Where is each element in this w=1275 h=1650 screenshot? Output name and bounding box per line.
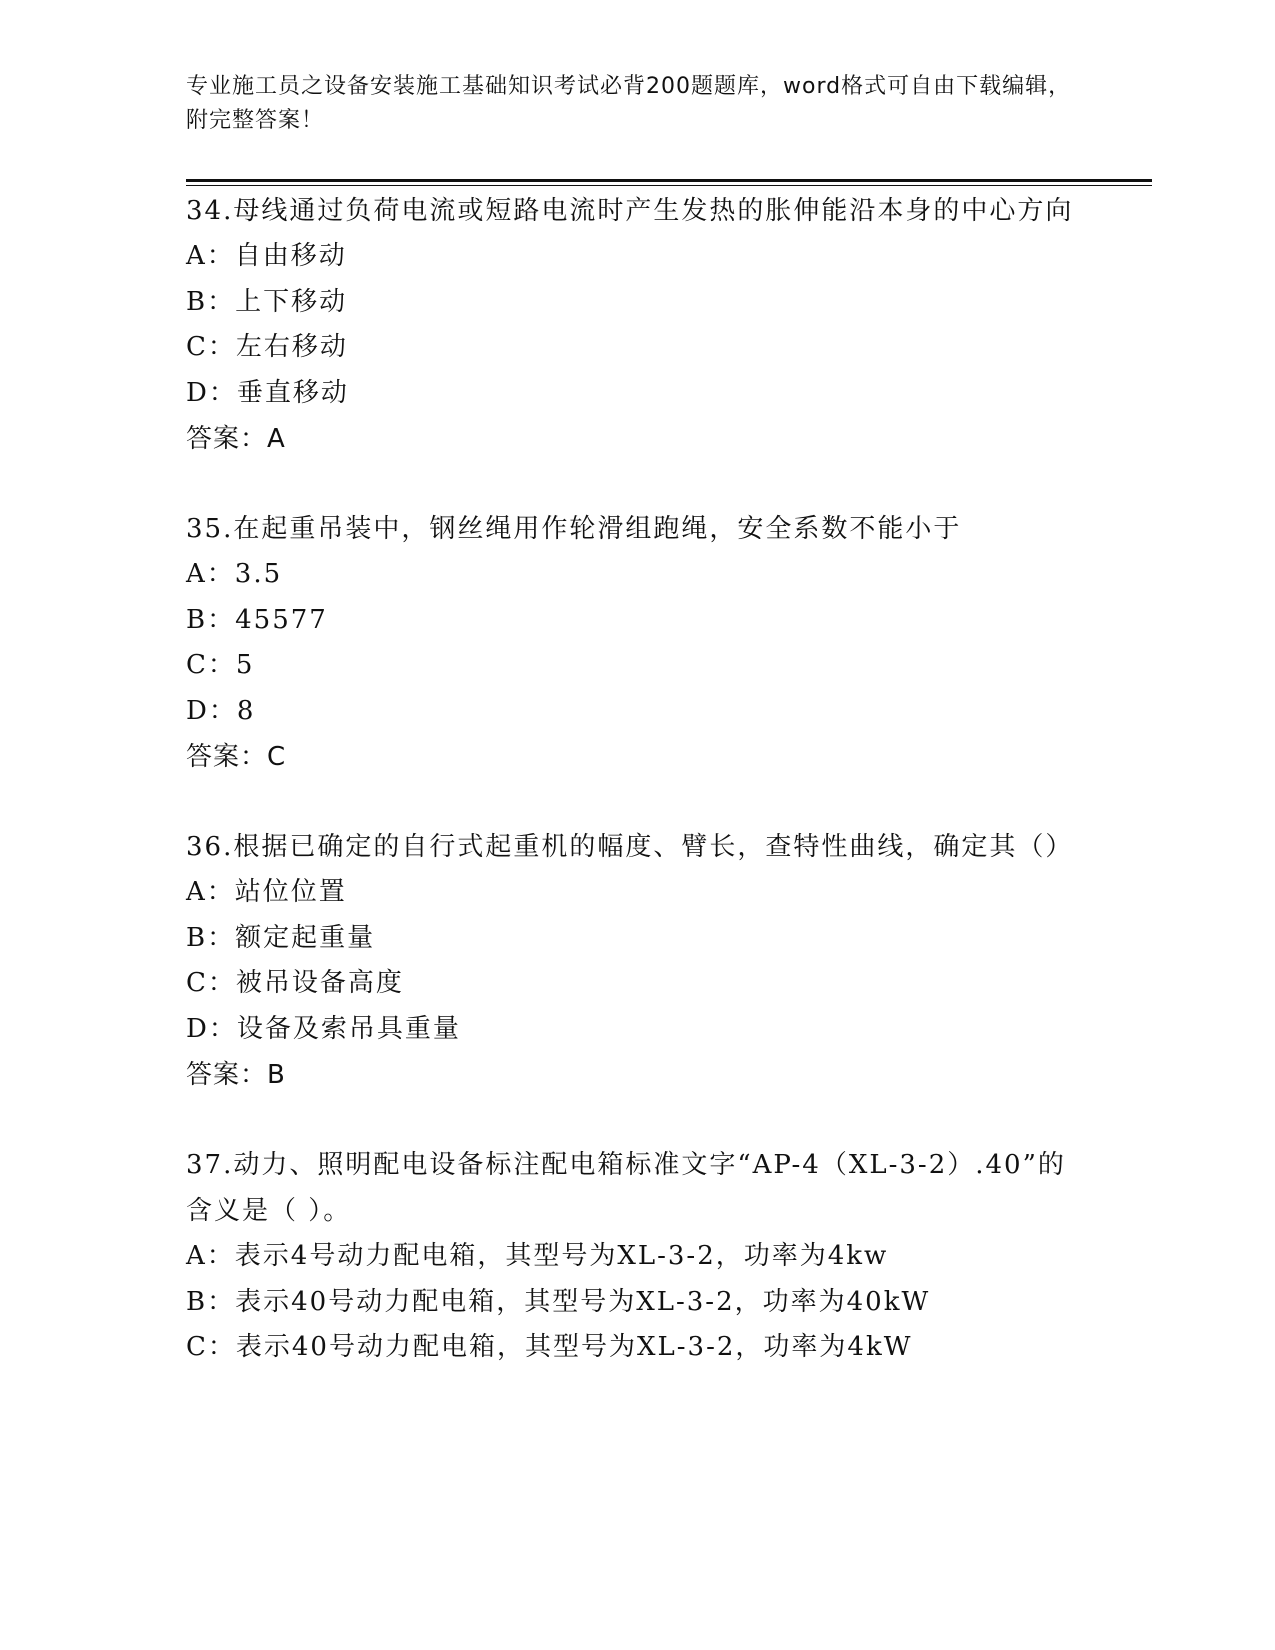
option-c: C：左右移动 xyxy=(186,332,348,362)
option-c: C：被吊设备高度 xyxy=(186,968,404,998)
option-a: A：3.5 xyxy=(186,559,283,589)
option-a: A：表示4号动力配电箱，其型号为XL-3-2，功率为4kw xyxy=(186,1241,889,1271)
question-stem: 37.动力、照明配电设备标注配电箱标准文字“AP-4（XL-3-2）.40”的含义是（ ）。 xyxy=(186,1150,1066,1226)
question-37 xyxy=(186,1142,1086,1371)
question-answer: 答案：A xyxy=(186,424,286,454)
question-spacer xyxy=(186,780,1086,824)
option-c: C：表示40号动力配电箱，其型号为XL-3-2，功率为4kW xyxy=(186,1332,913,1362)
option-d: D：8 xyxy=(186,695,256,726)
header-divider-thin xyxy=(186,185,1152,186)
question-36 xyxy=(186,824,1086,1098)
question-stem: 35.在起重吊装中，钢丝绳用作轮滑组跑绳，安全系数不能小于 xyxy=(186,514,962,544)
document-header xyxy=(186,70,1086,138)
option-d: D：垂直移动 xyxy=(186,377,349,408)
question-spacer xyxy=(186,1098,1086,1142)
question-answer: 答案：B xyxy=(186,1060,286,1090)
option-d: D：设备及索吊具重量 xyxy=(186,1013,461,1044)
option-a: A：站位位置 xyxy=(186,877,347,907)
header-divider-thick xyxy=(186,179,1152,182)
question-list xyxy=(186,188,1086,1371)
option-c: C：5 xyxy=(186,650,255,680)
option-b: B：上下移动 xyxy=(186,286,348,317)
question-stem: 36.根据已确定的自行式起重机的幅度、臂长，查特性曲线，确定其（） xyxy=(186,832,1074,862)
document-title: 专业施工员之设备安装施工基础知识考试必背200题题库，word格式可自由下载编辑，附完整答案！ xyxy=(186,74,1072,133)
option-b: B：表示40号动力配电箱，其型号为XL-3-2，功率为40kW xyxy=(186,1286,931,1317)
option-b: B：45577 xyxy=(186,604,328,635)
option-a: A：自由移动 xyxy=(186,241,347,271)
question-35 xyxy=(186,506,1086,780)
question-spacer xyxy=(186,462,1086,506)
question-stem: 34.母线通过负荷电流或短路电流时产生发热的胀伸能沿本身的中心方向 xyxy=(186,196,1074,226)
option-b: B：额定起重量 xyxy=(186,922,376,953)
question-answer: 答案：C xyxy=(186,742,287,772)
question-34 xyxy=(186,188,1086,462)
